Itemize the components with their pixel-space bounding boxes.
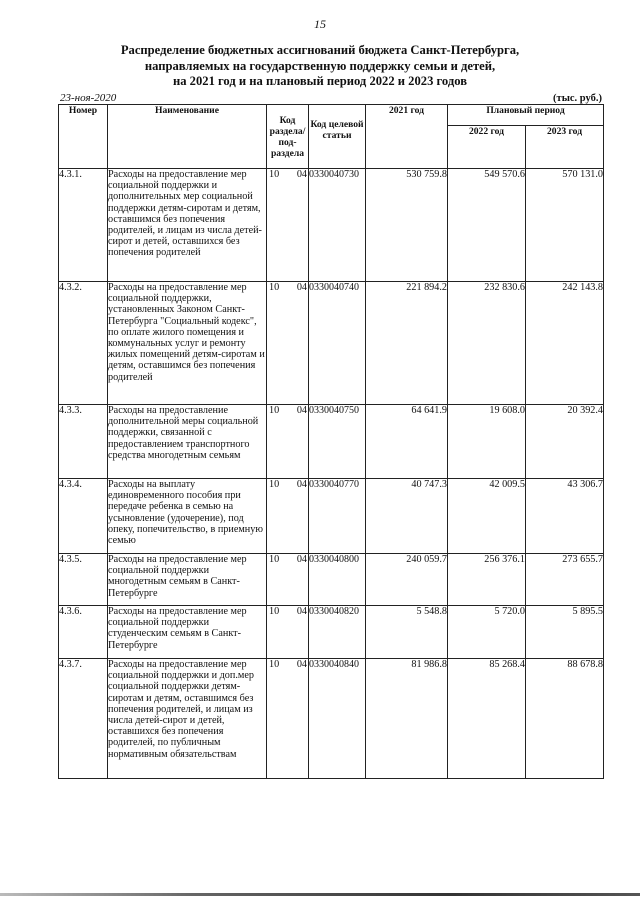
row-name: Расходы на выплату единовременного пособия при передаче ребенка в семью на усыновление (удочерение), под опеку, попечительство, в приемную семью: [108, 479, 267, 554]
units-label: (тыс. руб.): [553, 93, 602, 104]
row-name: Расходы на предоставление мер социальной поддержки многодетным семьям в Санкт-Петербурге: [108, 554, 267, 606]
row-amount-2022: 5 720.0: [448, 606, 526, 659]
row-section-code: [267, 554, 309, 606]
row-amount-2021: 221 894.2: [366, 282, 448, 405]
row-amount-2021: 40 747.3: [366, 479, 448, 554]
budget-table: [58, 104, 604, 779]
row-razdel: 10: [269, 554, 280, 565]
row-podrazdel: 04: [296, 479, 307, 490]
row-target-code: 0330040770: [309, 479, 366, 554]
row-podrazdel: 04: [296, 282, 307, 293]
row-podrazdel: 04: [296, 169, 307, 180]
row-amount-2021: 81 986.8: [366, 659, 448, 779]
row-amount-2021: 530 759.8: [366, 169, 448, 282]
title-line-3: на 2021 год и на плановый период 2022 и 2023 годов: [172, 74, 468, 88]
table-row: [59, 405, 604, 479]
row-section-code: [267, 282, 309, 405]
row-razdel: 10: [269, 659, 280, 670]
row-target-code: 0330040750: [309, 405, 366, 479]
row-number: 4.3.4.: [59, 479, 108, 554]
row-amount-2022: 42 009.5: [448, 479, 526, 554]
page-number: 15: [314, 17, 326, 31]
row-razdel: 10: [269, 479, 280, 490]
row-section-code: [267, 606, 309, 659]
row-target-code: 0330040800: [309, 554, 366, 606]
row-section-code: [267, 659, 309, 779]
header-section-code: Код раздела/ под- раздела: [267, 105, 309, 169]
title-line-2: направляемых на государственную поддержку семьи и детей,: [144, 58, 496, 73]
row-razdel: 10: [269, 282, 280, 293]
table-row: [59, 606, 604, 659]
table-row: [59, 479, 604, 554]
header-2022: 2022 год: [448, 126, 526, 169]
row-section-code: [267, 479, 309, 554]
row-number: 4.3.5.: [59, 554, 108, 606]
row-amount-2021: 64 641.9: [366, 405, 448, 479]
row-podrazdel: 04: [296, 405, 307, 416]
row-razdel: 10: [269, 606, 280, 617]
table-row: [59, 659, 604, 779]
header-number: Номер: [59, 105, 108, 169]
row-section-code: [267, 405, 309, 479]
scan-artifact-line: [0, 893, 640, 896]
row-target-code: 0330040840: [309, 659, 366, 779]
row-amount-2023: 273 655.7: [526, 554, 604, 606]
row-amount-2022: 256 376.1: [448, 554, 526, 606]
row-name: Расходы на предоставление дополнительной меры социальной поддержки, связанной с предоставлением транспортного средства многодетным семьям: [108, 405, 267, 479]
row-razdel: 10: [269, 169, 280, 180]
row-number: 4.3.2.: [59, 282, 108, 405]
row-name: Расходы на предоставление мер социальной поддержки и доп.мер социальной поддержки детям-сиротам и детям, оставшимся без попечения родителей, и лицам из числа детей-сирот и детей, оставшихся без попечения родителей, по публичным нормативным обязательствам: [108, 659, 267, 779]
row-amount-2023: 88 678.8: [526, 659, 604, 779]
row-target-code: 0330040730: [309, 169, 366, 282]
table-row: [59, 554, 604, 606]
header-target-code: Код целевой статьи: [309, 105, 366, 169]
row-target-code: 0330040820: [309, 606, 366, 659]
header-planned-period: Плановый период: [448, 105, 604, 126]
row-name: Расходы на предоставление мер социальной поддержки, установленных Законом Санкт-Петербурга "Социальный кодекс", по оплате жилого помещения и коммунальных услуг и ремонту жилых помещений детям-сиротам и детям, оставшимся без попечения родителей: [108, 282, 267, 405]
header-name: Наименование: [108, 105, 267, 169]
row-podrazdel: 04: [296, 606, 307, 617]
row-number: 4.3.7.: [59, 659, 108, 779]
header-2023: 2023 год: [526, 126, 604, 169]
row-name: Расходы на предоставление мер социальной поддержки и дополнительных мер социальной поддержки детям-сиротам и детям, оставшимся без попечения родителей, и лицам из числа детей-сирот и детей, оставшихся без попечения родителей: [108, 169, 267, 282]
row-podrazdel: 04: [296, 659, 307, 670]
table-row: [59, 169, 604, 282]
row-number: 4.3.6.: [59, 606, 108, 659]
header-2021: 2021 год: [366, 105, 448, 169]
row-amount-2022: 85 268.4: [448, 659, 526, 779]
row-amount-2022: 232 830.6: [448, 282, 526, 405]
row-amount-2023: 20 392.4: [526, 405, 604, 479]
document-date: 23-ноя-2020: [60, 92, 117, 104]
budget-table-body: [59, 169, 604, 779]
row-amount-2023: 43 306.7: [526, 479, 604, 554]
row-section-code: [267, 169, 309, 282]
row-name: Расходы на предоставление мер социальной поддержки студенческим семьям в Санкт-Петербурге: [108, 606, 267, 659]
row-amount-2021: 240 059.7: [366, 554, 448, 606]
row-number: 4.3.1.: [59, 169, 108, 282]
row-target-code: 0330040740: [309, 282, 366, 405]
title-line-1: Распределение бюджетных ассигнований бюджета Санкт-Петербурга,: [120, 43, 520, 57]
table-row: [59, 282, 604, 405]
row-amount-2021: 5 548.8: [366, 606, 448, 659]
document-title: [40, 43, 600, 90]
row-amount-2023: 242 143.8: [526, 282, 604, 405]
row-amount-2023: 570 131.0: [526, 169, 604, 282]
row-amount-2023: 5 895.5: [526, 606, 604, 659]
row-number: 4.3.3.: [59, 405, 108, 479]
row-amount-2022: 549 570.6: [448, 169, 526, 282]
row-razdel: 10: [269, 405, 280, 416]
row-podrazdel: 04: [296, 554, 307, 565]
row-amount-2022: 19 608.0: [448, 405, 526, 479]
